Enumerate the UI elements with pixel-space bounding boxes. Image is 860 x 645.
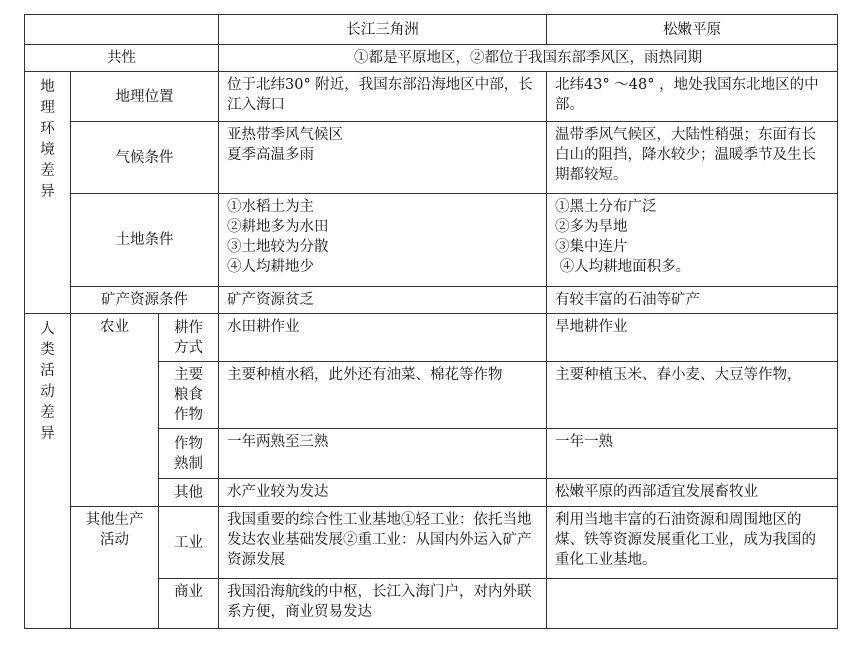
- mineral-row: [25, 287, 838, 314]
- mineral-cjsjz: 矿产资源贫乏: [219, 287, 547, 314]
- agri-other-snpy: 松嫩平原的西部适宜发展畜牧业: [547, 479, 838, 507]
- mineral-label: 矿产资源条件: [71, 287, 219, 314]
- other-production-label: 其他生产活动: [71, 507, 159, 629]
- land-row: [25, 194, 838, 287]
- human-diff-label: 人类活动差异: [25, 314, 71, 629]
- land-cjsjz: ①水稻土为主 ②耕地多为水田 ③土地较为分散 ④人均耕地少: [219, 194, 547, 287]
- climate-row: [25, 122, 838, 194]
- method-label: 耕作方式: [159, 314, 219, 362]
- header-snpy: 松嫩平原: [547, 15, 838, 45]
- location-cjsjz: 位于北纬30° 附近，我国东部沿海地区中部，长江入海口: [219, 72, 547, 122]
- climate-label: 气候条件: [71, 122, 219, 194]
- common-row: [25, 45, 838, 72]
- cropping-label: 作物熟制: [159, 429, 219, 479]
- crops-cjsjz: 主要种植水稻，此外还有油菜、棉花等作物: [219, 362, 547, 429]
- comparison-table: [24, 14, 838, 629]
- cropping-cjsjz: 一年两熟至三熟: [219, 429, 547, 479]
- climate-cjsjz: 亚热带季风气候区 夏季高温多雨: [219, 122, 547, 194]
- cropping-snpy: 一年一熟: [547, 429, 838, 479]
- common-value: ①都是平原地区，②都位于我国东部季风区，雨热同期: [219, 45, 838, 72]
- commerce-label: 商业: [159, 579, 219, 629]
- method-row: [25, 314, 838, 362]
- agri-other-cjsjz: 水产业较为发达: [219, 479, 547, 507]
- crops-snpy: 主要种植玉米、春小麦、大豆等作物，: [547, 362, 838, 429]
- agri-other-label: 其他: [159, 479, 219, 507]
- location-label: 地理位置: [71, 72, 219, 122]
- header-empty-cell: [25, 15, 219, 45]
- method-cjsjz: 水田耕作业: [219, 314, 547, 362]
- industry-cjsjz: 我国重要的综合性工业基地①轻工业：依托当地发达农业基础发展②重工业：从国内外运入矿产资源发展: [219, 507, 547, 579]
- method-snpy: 旱地耕作业: [547, 314, 838, 362]
- commerce-cjsjz: 我国沿海航线的中枢，长江入海门户，对内外联系方便，商业贸易发达: [219, 579, 547, 629]
- industry-row: [25, 507, 838, 579]
- land-snpy: ①黑土分布广泛 ②多为旱地 ③集中连片 ④人均耕地面积多。: [547, 194, 838, 287]
- location-snpy: 北纬43° ～48° ，地处我国东北地区的中部。: [547, 72, 838, 122]
- commerce-snpy: [547, 579, 838, 629]
- location-row: [25, 72, 838, 122]
- agriculture-label: 农业: [71, 314, 159, 507]
- common-label: 共性: [25, 45, 219, 72]
- header-cjsjz: 长江三角洲: [219, 15, 547, 45]
- header-row: [25, 15, 838, 45]
- industry-label: 工业: [159, 507, 219, 579]
- climate-snpy: 温带季风气候区，大陆性稍强；东面有长白山的阻挡，降水较少；温暖季节及生长期都较短。: [547, 122, 838, 194]
- geo-diff-label: 地理环境差异: [25, 72, 71, 314]
- mineral-snpy: 有较丰富的石油等矿产: [547, 287, 838, 314]
- industry-snpy: 利用当地丰富的石油资源和周围地区的煤、铁等资源发展重化工业，成为我国的重化工业基地。: [547, 507, 838, 579]
- land-label: 土地条件: [71, 194, 219, 287]
- crops-label: 主要粮食作物: [159, 362, 219, 429]
